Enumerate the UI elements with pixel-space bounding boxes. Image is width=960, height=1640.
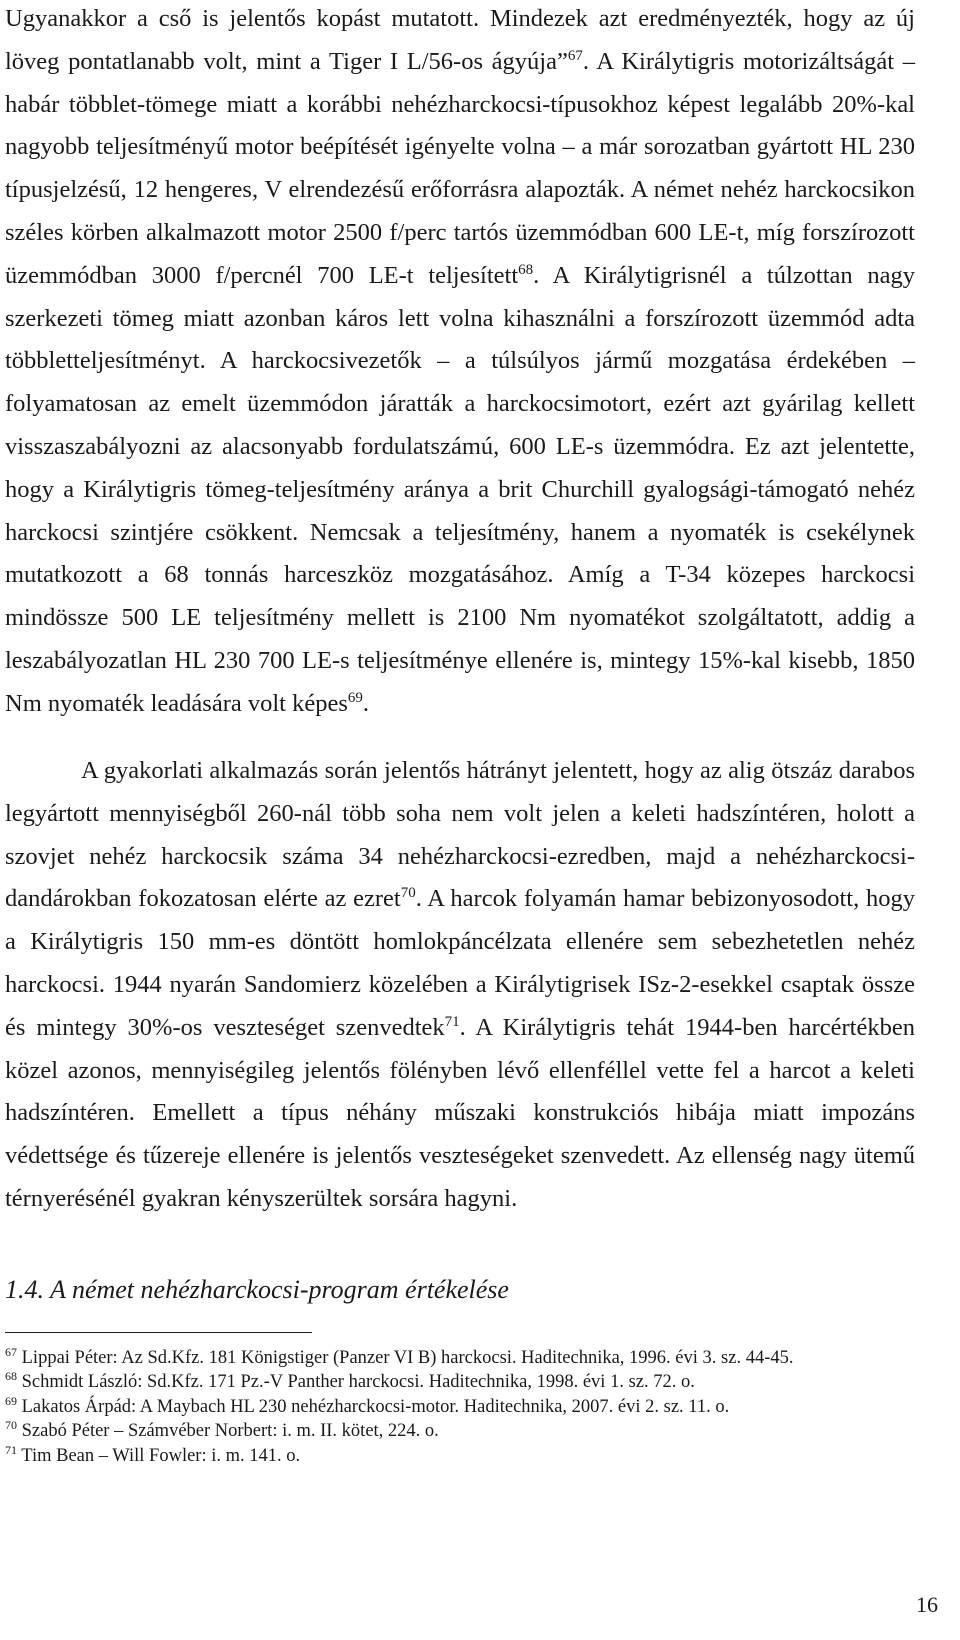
footnote-text: Lippai Péter: Az Sd.Kfz. 181 Königstiger (Panzer VI B) harckocsi. Haditechnika, 1996. évi 3. sz. 44-45.	[21, 1348, 794, 1368]
paragraph-2-text-a: A gyakorlati alkalmazás során jelentős hátrányt jelentett, hogy az alig ötszáz darabos legyártott mennyiségből 260-nál több soha nem volt jelen a keleti hadszíntéren, holott a szovjet nehéz harckocsik száma 34 nehézharckocsi-ezredben, majd a nehézharckocsi-dandárokban fokozatosan elérte az ezret	[5, 757, 915, 913]
footnote-text: Szabó Péter – Számvéber Norbert: i. m. II. kötet, 224. o.	[21, 1421, 439, 1442]
footnote-ref-71[interactable]: 71	[444, 1013, 460, 1030]
footnote-ref-69[interactable]: 69	[347, 689, 363, 706]
footnote-number: 71	[5, 1442, 17, 1457]
footnote-separator	[5, 1332, 312, 1333]
body-paragraph-1	[5, 0, 915, 726]
footnote-ref-67[interactable]: 67	[567, 47, 583, 64]
footnote-item	[5, 1346, 915, 1370]
footnote-number: 69	[5, 1393, 17, 1408]
footnote-number: 70	[5, 1418, 17, 1433]
footnote-text: Schmidt László: Sd.Kfz. 171 Pz.-V Panther harckocsi. Haditechnika, 1998. évi 1. sz. 72. o.	[21, 1372, 695, 1393]
footnote-list	[5, 1346, 915, 1468]
footnote-number: 67	[5, 1344, 17, 1359]
paragraph-2-text-b: . A harcok folyamán hamar bebizonyosodott, hogy a Királytigris 150 mm-es döntött homlokpáncélzata ellenére sem sebezhetetlen nehéz harckocsi. 1944 nyarán Sandomierz közelében a Királytigrisek ISz-2-esekkel csaptak össze és mintegy 30%-os veszteséget szenvedtek	[5, 885, 915, 1041]
paragraph-1-text-c: . A Királytigrisnél a túlzottan nagy szerkezeti tömeg miatt azonban káros lett volna kihasználni a forszírozott üzemmód adta többletteljesítményt. A harckocsivezetők – a túlsúlyos jármű mozgatása érdekében – folyamatosan az emelt üzemmódon járatták a harckocsimotort, ezért azt gyárilag kellett visszaszabályozni az alacsonyabb fordulatszámú, 600 LE-s üzemmódra. Ez azt jelentette, hogy a Királytigris tömeg-teljesítmény aránya a brit Churchill gyalogsági-támogató nehéz harckocsi szintjére csökkent. Nemcsak a teljesítmény, hanem a nyomaték is csekélynek mutatkozott a 68 tonnás harceszköz mozgatásához. Amíg a T-34 közepes harckocsi mindössze 500 LE teljesítmény mellett is 2100 Nm nyomatékot szolgáltatott, addig a leszabályozatlan HL 230 700 LE-s teljesítménye ellenére is, mintegy 15%-kal kisebb, 1850 Nm nyomaték leadására volt képes	[5, 261, 915, 717]
footnote-ref-68[interactable]: 68	[518, 261, 534, 278]
paragraph-1-text-d: .	[362, 689, 370, 717]
footnote-item	[5, 1444, 915, 1468]
paragraph-2-text-c: . A Királytigris tehát 1944-ben harcértékben közel azonos, mennyiségileg jelentős fölényben lévő ellenféllel vette fel a harcot a keleti hadszíntéren. Emellett a típus néhány műszaki konstrukciós hibája miatt impozáns védettsége és tűzereje ellenére is jelentős veszteségeket szenvedett. Az ellenség nagy ütemű térnyerésénél gyakran kényszerültek sorsára hagyni.	[5, 1013, 915, 1212]
section-heading: 1.4. A német nehézharckocsi-program értékelése	[5, 1275, 509, 1304]
footnote-text: Lakatos Árpád: A Maybach HL 230 nehézharckocsi-motor. Haditechnika, 2007. évi 2. sz. 11. o.	[21, 1396, 730, 1417]
footnote-number: 68	[5, 1369, 17, 1384]
page-number: 16	[916, 1592, 938, 1617]
footnote-item	[5, 1419, 915, 1443]
footnote-ref-70[interactable]: 70	[400, 885, 416, 902]
footnote-text: Tim Bean – Will Fowler: i. m. 141. o.	[21, 1445, 301, 1466]
footnote-item	[5, 1370, 915, 1394]
body-paragraph-2	[5, 750, 915, 1221]
paragraph-1-text-a: Ugyanakkor a cső is jelentős kopást mutatott. Mindezek azt eredményezték, hogy az új löveg pontatlanabb volt, mint a Tiger I L/56-os ágyúja”	[5, 5, 915, 75]
paragraph-1-text-b: . A Királytigris motorizáltságát – habár többlet-tömege miatt a korábbi nehézharckocsi-típusokhoz képest legalább 20%-kal nagyobb teljesítményű motor beépítését igényelte volna – a már sorozatban gyártott HL 230 típusjelzésű, 12 hengeres, V elrendezésű erőforrásra alapozták. A német nehéz harckocsikon széles körben alkalmazott motor 2500 f/perc tartós üzemmódban 600 LE-t, míg forszírozott üzemmódban 3000 f/percnél 700 LE-t teljesített	[5, 47, 915, 289]
footnote-item	[5, 1395, 915, 1419]
